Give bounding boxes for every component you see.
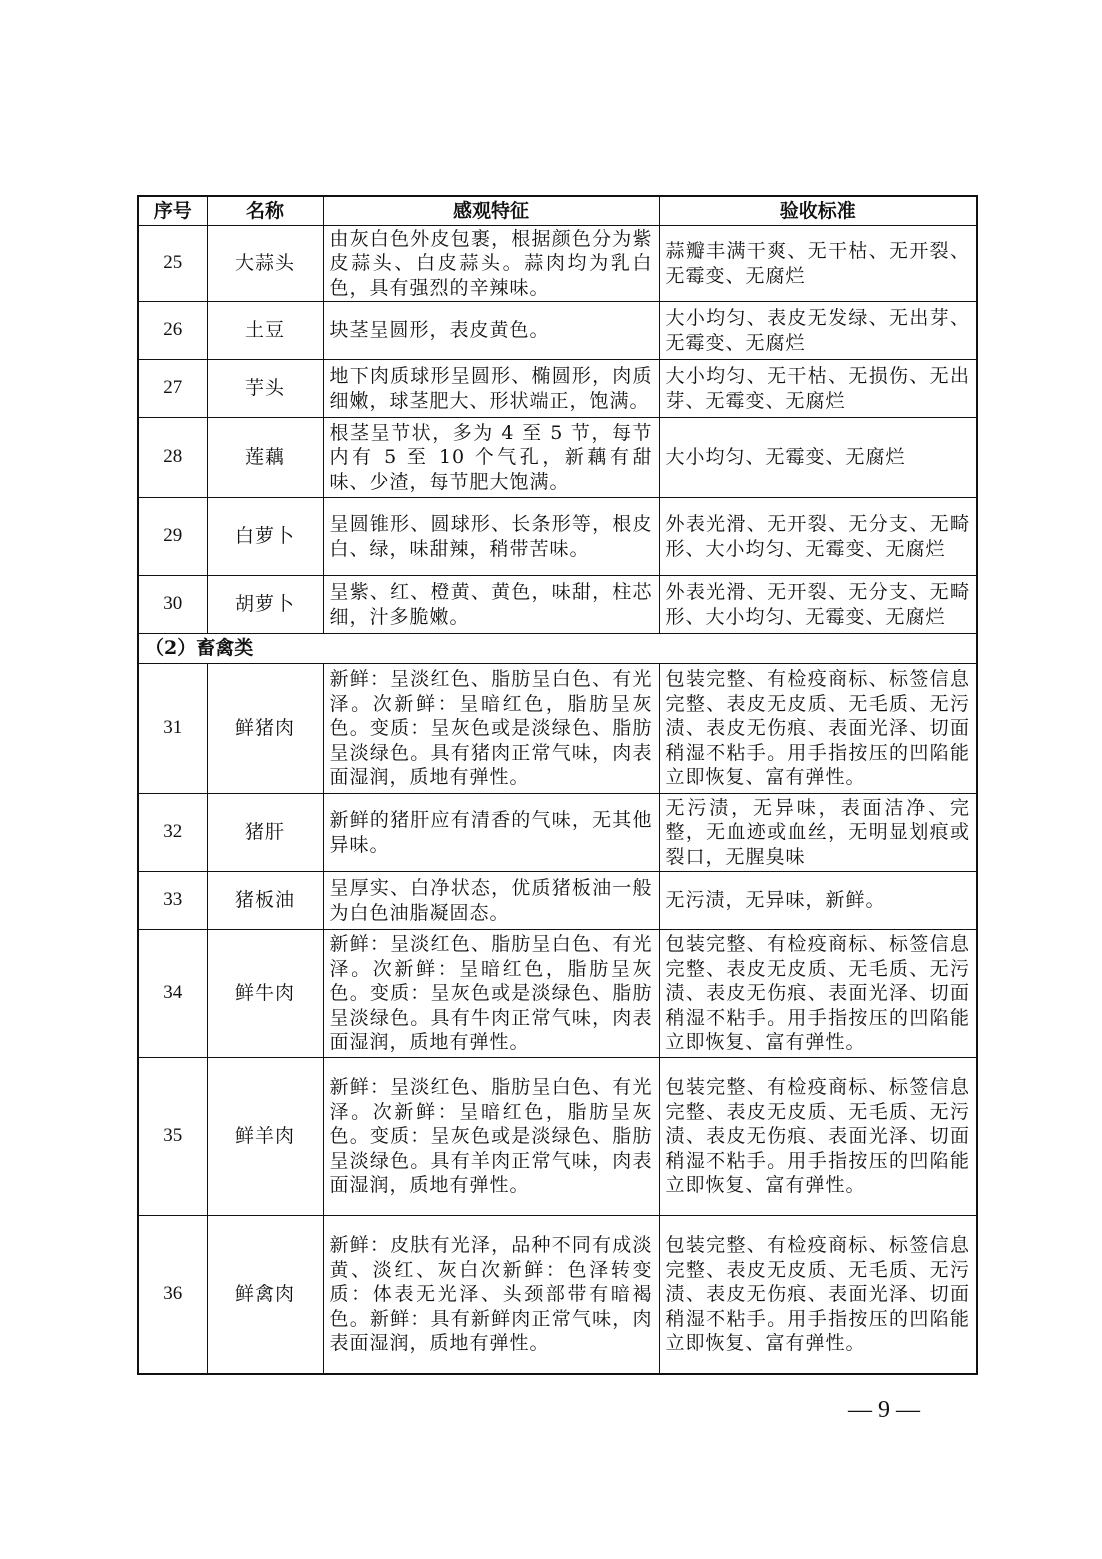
row-standard: 大小均匀、无霉变、无腐烂	[659, 418, 977, 498]
row-feature: 块茎呈圆形，表皮黄色。	[323, 302, 659, 360]
row-number: 35	[138, 1058, 207, 1216]
header-standard: 验收标准	[659, 196, 977, 226]
page-number: — 9 —	[848, 1397, 920, 1423]
row-feature: 呈厚实、白净状态，优质猪板油一般为白色油脂凝固态。	[323, 872, 659, 930]
row-number: 36	[138, 1216, 207, 1374]
row-standard: 无污渍，无异味，表面洁净、完整，无血迹或血丝，无明显划痕或裂口，无腥臭味	[659, 794, 977, 872]
table-row	[138, 360, 977, 418]
header-name: 名称	[207, 196, 323, 226]
row-number: 26	[138, 302, 207, 360]
row-number: 31	[138, 664, 207, 794]
row-number: 25	[138, 226, 207, 302]
row-feature: 呈圆锥形、圆球形、长条形等，根皮白、绿，味甜辣，稍带苦味。	[323, 498, 659, 576]
inspection-table	[137, 195, 978, 1375]
table-row	[138, 576, 977, 634]
row-feature: 新鲜：呈淡红色、脂肪呈白色、有光泽。次新鲜：呈暗红色，脂肪呈灰色。变质：呈灰色或是淡绿色、脂肪呈淡绿色。具有羊肉正常气味，肉表面湿润，质地有弹性。	[323, 1058, 659, 1216]
table-row	[138, 498, 977, 576]
row-feature: 地下肉质球形呈圆形、椭圆形，肉质细嫩，球茎肥大、形状端正，饱满。	[323, 360, 659, 418]
row-name: 鲜牛肉	[207, 930, 323, 1058]
header-feature: 感观特征	[323, 196, 659, 226]
row-name: 鲜禽肉	[207, 1216, 323, 1374]
row-number: 32	[138, 794, 207, 872]
table-header-row	[138, 196, 977, 226]
row-name: 白萝卜	[207, 498, 323, 576]
table-row	[138, 930, 977, 1058]
row-name: 莲藕	[207, 418, 323, 498]
table-row	[138, 1216, 977, 1374]
category-label: （2）畜禽类	[138, 634, 977, 664]
table-row	[138, 418, 977, 498]
row-name: 芋头	[207, 360, 323, 418]
table-row	[138, 872, 977, 930]
table-row	[138, 302, 977, 360]
row-feature: 新鲜：呈淡红色、脂肪呈白色、有光泽。次新鲜：呈暗红色，脂肪呈灰色。变质：呈灰色或是淡绿色、脂肪呈淡绿色。具有牛肉正常气味，肉表面湿润，质地有弹性。	[323, 930, 659, 1058]
row-standard: 包装完整、有检疫商标、标签信息完整、表皮无皮质、无毛质、无污渍、表皮无伤痕、表面光泽、切面稍湿不粘手。用手指按压的凹陷能立即恢复、富有弹性。	[659, 1216, 977, 1374]
row-feature: 新鲜的猪肝应有清香的气味，无其他异味。	[323, 794, 659, 872]
row-feature: 新鲜：皮肤有光泽，品种不同有成淡黄、淡红、灰白次新鲜：色泽转变质：体表无光泽、头颈部带有暗褐色。新鲜：具有新鲜肉正常气味，肉表面湿润，质地有弹性。	[323, 1216, 659, 1374]
table-row	[138, 664, 977, 794]
row-number: 34	[138, 930, 207, 1058]
row-standard: 包装完整、有检疫商标、标签信息完整、表皮无皮质、无毛质、无污渍、表皮无伤痕、表面光泽、切面稍湿不粘手。用手指按压的凹陷能立即恢复、富有弹性。	[659, 930, 977, 1058]
row-number: 27	[138, 360, 207, 418]
row-feature: 由灰白色外皮包裹，根据颜色分为紫皮蒜头、白皮蒜头。蒜肉均为乳白色，具有强烈的辛辣味。	[323, 226, 659, 302]
row-standard: 大小均匀、表皮无发绿、无出芽、无霉变、无腐烂	[659, 302, 977, 360]
row-standard: 包装完整、有检疫商标、标签信息完整、表皮无皮质、无毛质、无污渍、表皮无伤痕、表面光泽、切面稍湿不粘手。用手指按压的凹陷能立即恢复、富有弹性。	[659, 1058, 977, 1216]
row-standard: 大小均匀、无干枯、无损伤、无出芽、无霉变、无腐烂	[659, 360, 977, 418]
row-number: 28	[138, 418, 207, 498]
row-standard: 包装完整、有检疫商标、标签信息完整、表皮无皮质、无毛质、无污渍、表皮无伤痕、表面光泽、切面稍湿不粘手。用手指按压的凹陷能立即恢复、富有弹性。	[659, 664, 977, 794]
row-name: 大蒜头	[207, 226, 323, 302]
row-standard: 蒜瓣丰满干爽、无干枯、无开裂、无霉变、无腐烂	[659, 226, 977, 302]
row-name: 猪板油	[207, 872, 323, 930]
row-standard: 外表光滑、无开裂、无分支、无畸形、大小均匀、无霉变、无腐烂	[659, 576, 977, 634]
row-standard: 无污渍，无异味，新鲜。	[659, 872, 977, 930]
row-name: 鲜羊肉	[207, 1058, 323, 1216]
table-row	[138, 1058, 977, 1216]
row-name: 鲜猪肉	[207, 664, 323, 794]
table-row	[138, 226, 977, 302]
row-feature: 呈紫、红、橙黄、黄色，味甜，柱芯细，汁多脆嫩。	[323, 576, 659, 634]
row-number: 29	[138, 498, 207, 576]
row-number: 33	[138, 872, 207, 930]
row-number: 30	[138, 576, 207, 634]
row-feature: 新鲜：呈淡红色、脂肪呈白色、有光泽。次新鲜：呈暗红色，脂肪呈灰色。变质：呈灰色或是淡绿色、脂肪呈淡绿色。具有猪肉正常气味，肉表面湿润，质地有弹性。	[323, 664, 659, 794]
header-no: 序号	[138, 196, 207, 226]
category-row	[138, 634, 977, 664]
row-name: 猪肝	[207, 794, 323, 872]
table-row	[138, 794, 977, 872]
row-name: 土豆	[207, 302, 323, 360]
row-name: 胡萝卜	[207, 576, 323, 634]
row-standard: 外表光滑、无开裂、无分支、无畸形、大小均匀、无霉变、无腐烂	[659, 498, 977, 576]
row-feature: 根茎呈节状，多为 4 至 5 节，每节内有 5 至 10 个气孔，新藕有甜味、少渣，每节肥大饱满。	[323, 418, 659, 498]
